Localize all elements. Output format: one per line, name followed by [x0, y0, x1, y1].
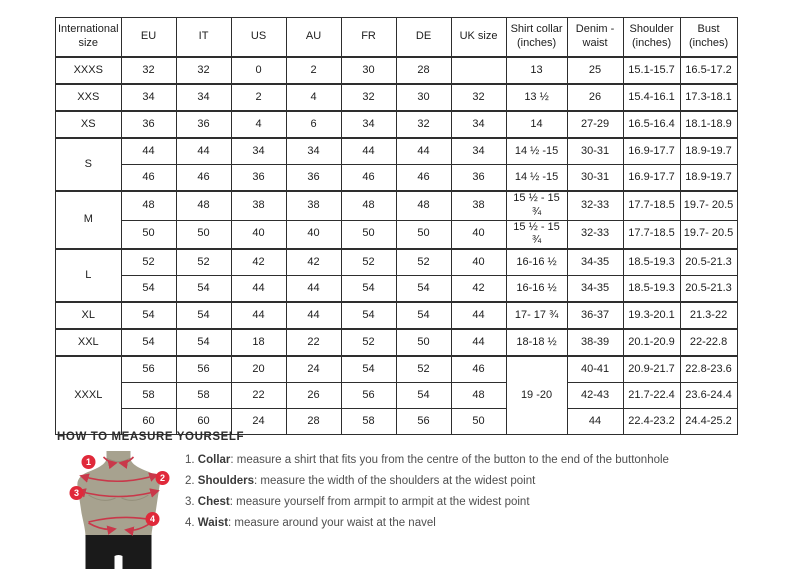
table-cell: 22	[286, 329, 341, 356]
table-cell: 30	[396, 84, 451, 111]
table-cell: 21.3-22	[680, 302, 737, 329]
column-header: US	[231, 18, 286, 58]
instruction-text: : measure the width of the shoulders at the widest point	[254, 475, 536, 487]
table-header	[56, 18, 738, 58]
table-cell: 22-22.8	[680, 329, 737, 356]
table-row	[56, 111, 738, 138]
measure-instruction	[185, 475, 669, 487]
table-cell: 18.5-19.3	[623, 249, 680, 276]
table-cell: 16-16 ½	[506, 276, 567, 303]
table-cell: 18.1-18.9	[680, 111, 737, 138]
table-cell: 6	[286, 111, 341, 138]
table-cell: 42	[231, 249, 286, 276]
table-cell: 54	[176, 302, 231, 329]
instruction-number: 1.	[185, 454, 198, 466]
measure-instruction	[185, 454, 669, 466]
size-group-label: M	[56, 191, 122, 249]
table-cell: 32-33	[567, 191, 623, 220]
table-cell: 32	[341, 84, 396, 111]
table-cell: 52	[121, 249, 176, 276]
table-cell: 32-33	[567, 220, 623, 249]
table-cell: 48	[451, 383, 506, 409]
table-cell: 15.1-15.7	[623, 57, 680, 84]
table-row	[56, 383, 738, 409]
table-cell: 58	[341, 409, 396, 435]
measure-step-4-number: 4	[149, 514, 156, 525]
table-cell: 56	[396, 409, 451, 435]
table-cell: 20.1-20.9	[623, 329, 680, 356]
table-cell: 32	[396, 111, 451, 138]
table-cell: 16-16 ½	[506, 249, 567, 276]
table-cell: 44	[121, 138, 176, 165]
table-cell: 40	[231, 220, 286, 249]
table-cell: 60	[176, 409, 231, 435]
measure-section-title: HOW TO MEASURE YOURSELF	[57, 431, 245, 443]
table-cell: 34	[341, 111, 396, 138]
table-cell: 52	[396, 249, 451, 276]
table-row	[56, 302, 738, 329]
table-cell: 20.5-21.3	[680, 276, 737, 303]
table-cell: 52	[176, 249, 231, 276]
column-header: IT	[176, 18, 231, 58]
table-body	[56, 57, 738, 435]
measure-instruction	[185, 496, 669, 508]
table-cell: 2	[231, 84, 286, 111]
column-header: Bust (inches)	[680, 18, 737, 58]
table-cell: 54	[396, 276, 451, 303]
table-cell: 50	[396, 329, 451, 356]
column-header: UK size	[451, 18, 506, 58]
table-row	[56, 57, 738, 84]
table-cell: 18.9-19.7	[680, 165, 737, 192]
table-cell: 48	[121, 191, 176, 220]
column-header: Shoulder (inches)	[623, 18, 680, 58]
table-cell: 36	[176, 111, 231, 138]
table-cell: 36-37	[567, 302, 623, 329]
table-cell: 54	[396, 302, 451, 329]
table-cell: 44	[231, 276, 286, 303]
table-cell: 19.7- 20.5	[680, 220, 737, 249]
table-cell: 54	[341, 276, 396, 303]
table-cell: 44	[341, 138, 396, 165]
table-cell: 14 ½ -15	[506, 165, 567, 192]
measure-figure	[59, 451, 177, 569]
instruction-number: 3.	[185, 496, 198, 508]
shorts-silhouette	[86, 535, 152, 569]
table-cell: 14 ½ -15	[506, 138, 567, 165]
size-group-label: XXL	[56, 329, 122, 356]
column-header: FR	[341, 18, 396, 58]
table-cell: 40	[451, 249, 506, 276]
table-cell: 50	[451, 409, 506, 435]
table-cell: 18.9-19.7	[680, 138, 737, 165]
table-cell: 17.7-18.5	[623, 191, 680, 220]
table-cell: 34	[286, 138, 341, 165]
table-cell: 52	[396, 356, 451, 383]
table-row	[56, 191, 738, 220]
table-cell: 19.3-20.1	[623, 302, 680, 329]
table-cell: 38-39	[567, 329, 623, 356]
table-cell: 46	[176, 165, 231, 192]
instruction-label: Shoulders	[197, 475, 255, 487]
table-cell: 30-31	[567, 165, 623, 192]
table-cell: 15 ½ - 15 ¾	[506, 191, 567, 220]
column-header: EU	[121, 18, 176, 58]
table-cell: 20	[231, 356, 286, 383]
table-cell: 24.4-25.2	[680, 409, 737, 435]
table-cell: 56	[121, 356, 176, 383]
table-cell: 34	[451, 111, 506, 138]
table-cell: 48	[341, 191, 396, 220]
size-group-label: S	[56, 138, 122, 191]
measure-step-1-number: 1	[85, 457, 92, 468]
table-cell: 36	[121, 111, 176, 138]
table-cell: 22.8-23.6	[680, 356, 737, 383]
table-cell: 19.7- 20.5	[680, 191, 737, 220]
table-cell: 46	[341, 165, 396, 192]
measure-instructions	[185, 454, 669, 538]
table-cell: 32	[121, 57, 176, 84]
size-chart-table	[55, 17, 738, 435]
table-cell: 58	[121, 383, 176, 409]
table-cell: 54	[121, 329, 176, 356]
table-cell: 36	[231, 165, 286, 192]
table-cell: 34	[176, 84, 231, 111]
table-cell: 36	[451, 165, 506, 192]
table-cell: 60	[121, 409, 176, 435]
measure-step-3-number: 3	[73, 488, 80, 499]
table-cell: 20.5-21.3	[680, 249, 737, 276]
table-cell: 54	[121, 302, 176, 329]
table-cell: 46	[121, 165, 176, 192]
table-cell: 50	[341, 220, 396, 249]
table-cell: 13 ½	[506, 84, 567, 111]
table-cell: 42-43	[567, 383, 623, 409]
table-cell: 38	[231, 191, 286, 220]
table-cell: 18	[231, 329, 286, 356]
table-cell: 34-35	[567, 276, 623, 303]
table-cell: 44	[286, 276, 341, 303]
table-cell: 17.7-18.5	[623, 220, 680, 249]
table-cell: 50	[396, 220, 451, 249]
table-cell: 44	[451, 329, 506, 356]
table-cell: 54	[176, 276, 231, 303]
table-cell: 14	[506, 111, 567, 138]
table-cell: 58	[176, 383, 231, 409]
table-cell: 48	[176, 191, 231, 220]
table-cell: 46	[451, 356, 506, 383]
table-cell: 52	[341, 329, 396, 356]
table-cell: 42	[286, 249, 341, 276]
instruction-label: Chest	[197, 496, 230, 508]
table-cell: 50	[176, 220, 231, 249]
table-cell: 46	[396, 165, 451, 192]
table-cell: 13	[506, 57, 567, 84]
table-cell: 18-18 ½	[506, 329, 567, 356]
table-row	[56, 220, 738, 249]
table-cell: 23.6-24.4	[680, 383, 737, 409]
table-cell: 34	[121, 84, 176, 111]
table-row	[56, 276, 738, 303]
table-cell: 40	[286, 220, 341, 249]
table-cell: 18.5-19.3	[623, 276, 680, 303]
table-cell: 34-35	[567, 249, 623, 276]
table-cell: 16.9-17.7	[623, 165, 680, 192]
table-row	[56, 356, 738, 383]
table-cell: 40	[451, 220, 506, 249]
table-row	[56, 138, 738, 165]
table-cell: 34	[231, 138, 286, 165]
table-cell: 22	[231, 383, 286, 409]
table-cell: 4	[231, 111, 286, 138]
measure-section	[57, 431, 757, 569]
table-cell: 44	[176, 138, 231, 165]
table-cell	[451, 57, 506, 84]
table-cell: 56	[341, 383, 396, 409]
size-group-label: XXXL	[56, 356, 122, 435]
table-cell: 54	[176, 329, 231, 356]
instruction-number: 4.	[185, 517, 198, 529]
table-cell: 4	[286, 84, 341, 111]
size-group-label: XXXS	[56, 57, 122, 84]
table-cell: 44	[231, 302, 286, 329]
table-cell: 38	[451, 191, 506, 220]
column-header: DE	[396, 18, 451, 58]
size-group-label: XS	[56, 111, 122, 138]
table-cell: 32	[451, 84, 506, 111]
table-cell: 28	[396, 57, 451, 84]
table-cell: 40-41	[567, 356, 623, 383]
table-cell: 24	[286, 356, 341, 383]
table-cell: 16.5-17.2	[680, 57, 737, 84]
table-cell: 36	[286, 165, 341, 192]
table-cell: 30-31	[567, 138, 623, 165]
table-cell: 44	[396, 138, 451, 165]
instruction-text: : measure yourself from armpit to armpit at the widest point	[229, 496, 530, 508]
table-cell: 48	[396, 191, 451, 220]
table-cell: 44	[286, 302, 341, 329]
instruction-text: : measure a shirt that fits you from the centre of the button to the end of the buttonhole	[230, 454, 669, 466]
table-row	[56, 329, 738, 356]
table-cell: 16.5-16.4	[623, 111, 680, 138]
instruction-text: : measure around your waist at the navel	[228, 517, 436, 529]
table-cell: 15.4-16.1	[623, 84, 680, 111]
table-cell: 28	[286, 409, 341, 435]
table-cell: 20.9-21.7	[623, 356, 680, 383]
table-cell: 32	[176, 57, 231, 84]
table-cell: 17.3-18.1	[680, 84, 737, 111]
instruction-label: Waist	[197, 517, 229, 529]
table-row	[56, 165, 738, 192]
column-header: Denim - waist	[567, 18, 623, 58]
table-cell: 22.4-23.2	[623, 409, 680, 435]
measure-step-2-number: 2	[159, 473, 166, 484]
table-cell-merged: 19 -20	[506, 356, 567, 435]
table-cell: 27-29	[567, 111, 623, 138]
table-cell: 54	[341, 356, 396, 383]
size-group-label: L	[56, 249, 122, 302]
table-cell: 44	[567, 409, 623, 435]
table-cell: 56	[176, 356, 231, 383]
table-cell: 44	[451, 302, 506, 329]
table-cell: 52	[341, 249, 396, 276]
instruction-label: Collar	[197, 454, 231, 466]
table-cell: 26	[286, 383, 341, 409]
size-group-label: XL	[56, 302, 122, 329]
table-cell: 0	[231, 57, 286, 84]
table-header-row	[56, 18, 738, 58]
table-cell: 54	[396, 383, 451, 409]
column-header: AU	[286, 18, 341, 58]
table-cell: 54	[341, 302, 396, 329]
table-cell: 15 ½ - 15 ¾	[506, 220, 567, 249]
table-cell: 50	[121, 220, 176, 249]
table-cell: 17- 17 ¾	[506, 302, 567, 329]
table-cell: 26	[567, 84, 623, 111]
table-cell: 21.7-22.4	[623, 383, 680, 409]
table-cell: 34	[451, 138, 506, 165]
size-group-label: XXS	[56, 84, 122, 111]
column-header: International size	[56, 18, 122, 58]
table-cell: 38	[286, 191, 341, 220]
table-cell: 2	[286, 57, 341, 84]
column-header: Shirt collar (inches)	[506, 18, 567, 58]
table-cell: 24	[231, 409, 286, 435]
table-row	[56, 84, 738, 111]
measure-instruction	[185, 517, 669, 529]
table-cell: 42	[451, 276, 506, 303]
table-cell: 25	[567, 57, 623, 84]
table-cell: 30	[341, 57, 396, 84]
table-cell: 54	[121, 276, 176, 303]
instruction-number: 2.	[185, 475, 198, 487]
measure-body	[57, 451, 757, 569]
table-cell: 16.9-17.7	[623, 138, 680, 165]
table-row	[56, 249, 738, 276]
